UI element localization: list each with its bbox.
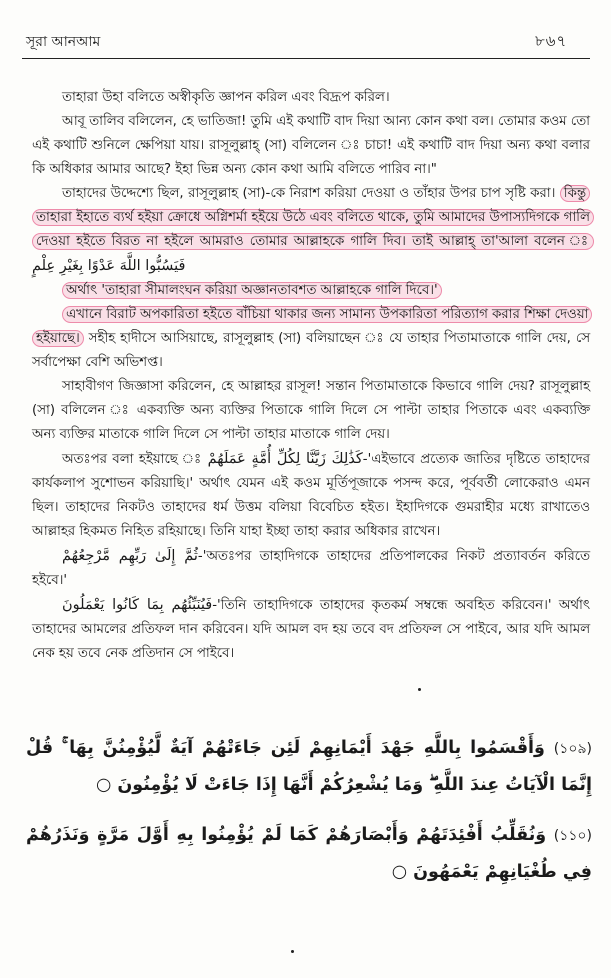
paragraph-4 <box>32 279 590 303</box>
highlighted-passage-3: এখানে বিরাট অপকারিতা হইতে বাঁচিয়া থাকার জন্য সামান্য উপকারিতা পরিত্যাগ করার শিক্ষা দেওয়া হইয়াছে। <box>32 306 592 347</box>
arabic-quote-3: ثُمَّ إِلَىٰ رَبِّهِم مَّرْجِعُهُمْ <box>62 548 198 564</box>
verse-text: وَأَقْسَمُوا بِاللَّهِ جَهْدَ أَيْمَانِهِمْ لَئِن جَاءَتْهُمْ آيَةٌ لَّيُؤْمِنُنَّ بِهَا ۚ قُلْ إِنَّمَا الْآيَاتُ عِندَ اللَّهِ ۖ وَمَا يُشْعِرُكُمْ أَنَّهَا إِذَا جَاءَتْ لَا يُؤْمِنُونَ ○ <box>26 738 592 795</box>
running-title: সূরা আনআম <box>26 34 101 50</box>
paragraph-1-text: তাহারা উহা বলিতে অস্বীকৃতি জ্ঞাপন করিল এবং বিদ্রূপ করিল। <box>62 90 390 105</box>
verse-number: (১০৯) <box>553 741 593 757</box>
paragraph-2-text: আবূ তালিব বলিলেন, হে ভাতিজা! তুমি এই কথাটি বাদ দিয়া আন্য কোন কথা বল। তোমার কওম তো এই কথাটি শুনিলে ক্ষেপিয়া যায়। রাসূলুল্লাহ্ (সা) বলিলেন ঃ চাচা! এই কথাটি বাদ দিয়া অন্য কথা বলার কি অধিকার আমার আছে? ইহা ভিন্ন অন্য কোন কথা আমি বলিতে পারিব না।" <box>32 114 590 177</box>
paragraph-5-text: সহীহ হাদীসে আসিয়াছে, রাসূলুল্লাহ (সা) বলিয়াছেন ঃ যে তাহার পিতামাতাকে গালি দেয়, সে সর্বাপেক্ষা বেশি অভিশপ্ত। <box>32 331 590 370</box>
paragraph-9 <box>32 593 590 666</box>
paragraph-8-text: -'অতঃপর তাহাদিগকে তাহাদের প্রতিপালকের নিকট প্রত্যাবর্তন করিতে হইবে।' <box>32 549 590 588</box>
paragraph-9-text: -'তিনি তাহাদিগকে তাহাদের কৃতকর্ম সম্বন্ধে অবহিত করিবেন।' অর্থাৎ তাহাদের আমলের প্রতিফল দান করিবেন। যদি আমল বদ হয় তবে বদ প্রতিফল সে পাইবে, আর যদি আমল নেক হয় তবে নেক প্রতিদান সে পাইবে। <box>32 598 590 661</box>
paragraph-2 <box>32 110 590 182</box>
paragraph-6 <box>32 375 590 447</box>
arabic-quote-1: فَيَسُبُّوا اللَّهَ عَدْوًا بِغَيْرِ عِلْمٍ <box>32 258 186 274</box>
paragraph-7-text: -'এইভাবে প্রত্যেক জাতির দৃষ্টিতে তাহাদের কার্যকলাপ সুশোভন করিয়াছি।' অর্থাৎ যেমন এই কওম মূর্তিপূজাকে পসন্দ করে, পূর্ববর্তী লোকেরাও এমন ছিল। তাহাদের নিকটও তাহাদের ধর্ম উত্তম বলিয়া বিবেচিত হইত। ইহাদিগকে গুমরাহীর মধ্যে রাখাতেও আল্লাহর হিকমত নিহিত রহিয়াছে। তিনি যাহা ইচ্ছা তাহা করার অধিকার রাখেন। <box>32 452 590 539</box>
commentary-text <box>32 86 590 666</box>
paragraph-3-text: তাহাদের উদ্দেশ্যে ছিল, রাসূলুল্লাহ (সা)-কে নিরাশ করিয়া দেওয়া ও তাঁহার উপর চাপ সৃষ্টি করা। <box>62 186 556 201</box>
paragraph-6-text: সাহাবীগণ জিজ্ঞাসা করিলেন, হে আল্লাহর রাসূল! সন্তান পিতামাতাকে কিভাবে গালি দেয়? রাসূলুল্লাহ (সা) বলিলেন ঃ একব্যক্তি অন্য ব্যক্তির পিতাকে গালি দিলে সে পাল্টা তাহার পিতাকে এবং একব্যক্তি অন্য ব্যক্তির মাতাকে গালি দিলে সে পাল্টা তাহার মাতাকে গালি দেয়। <box>32 379 590 442</box>
paragraph-1 <box>32 86 590 110</box>
paragraph-7-lead: অতঃপর বলা হইয়াছে ঃ <box>62 452 203 467</box>
paragraph-7 <box>32 447 590 544</box>
paragraph-3 <box>32 182 590 279</box>
verse-109 <box>26 730 592 803</box>
print-speck <box>291 950 294 953</box>
arabic-quote-4: فَيُنَبِّئُهُم بِمَا كَانُوا يَعْمَلُونَ <box>62 597 213 613</box>
print-speck <box>418 688 421 691</box>
highlighted-passage-1: কিন্তু তাহারা ইহাতে ব্যর্থ হইয়া ক্রোধে অগ্নিশর্মা হইয়ে উঠে এবং বলিতে থাকে, তুমি আমাদের উপাস্যদিগকে গালি দেওয়া হইতে বিরত না হইলে আমরাও তোমার আল্লাহকে গালি দিব। তাই আল্লাহ্ তা'আলা বলেন ঃ <box>32 185 594 250</box>
quran-verses <box>26 730 592 890</box>
header-rule <box>22 58 590 59</box>
verse-110 <box>26 817 592 890</box>
page-number: ৮৬৭ <box>535 32 568 50</box>
verse-text: وَنُقَلِّبُ أَفْئِدَتَهُمْ وَأَبْصَارَهُمْ كَمَا لَمْ يُؤْمِنُوا بِهِ أَوَّلَ مَرَّةٍ وَنَذَرُهُمْ فِي طُغْيَانِهِمْ يَعْمَهُونَ ○ <box>26 825 592 882</box>
arabic-quote-2: كَذَٰلِكَ زَيَّنَّا لِكُلِّ أُمَّةٍ عَمَلَهُمْ <box>207 451 363 467</box>
verse-number: (১১০) <box>553 828 593 844</box>
paragraph-5 <box>32 303 590 375</box>
highlighted-passage-2: অর্থাৎ 'তাহারা সীমালংঘন করিয়া অজ্ঞানতাবশত আল্লাহকে গালি দিবে।' <box>62 282 442 299</box>
paragraph-8 <box>32 544 590 593</box>
